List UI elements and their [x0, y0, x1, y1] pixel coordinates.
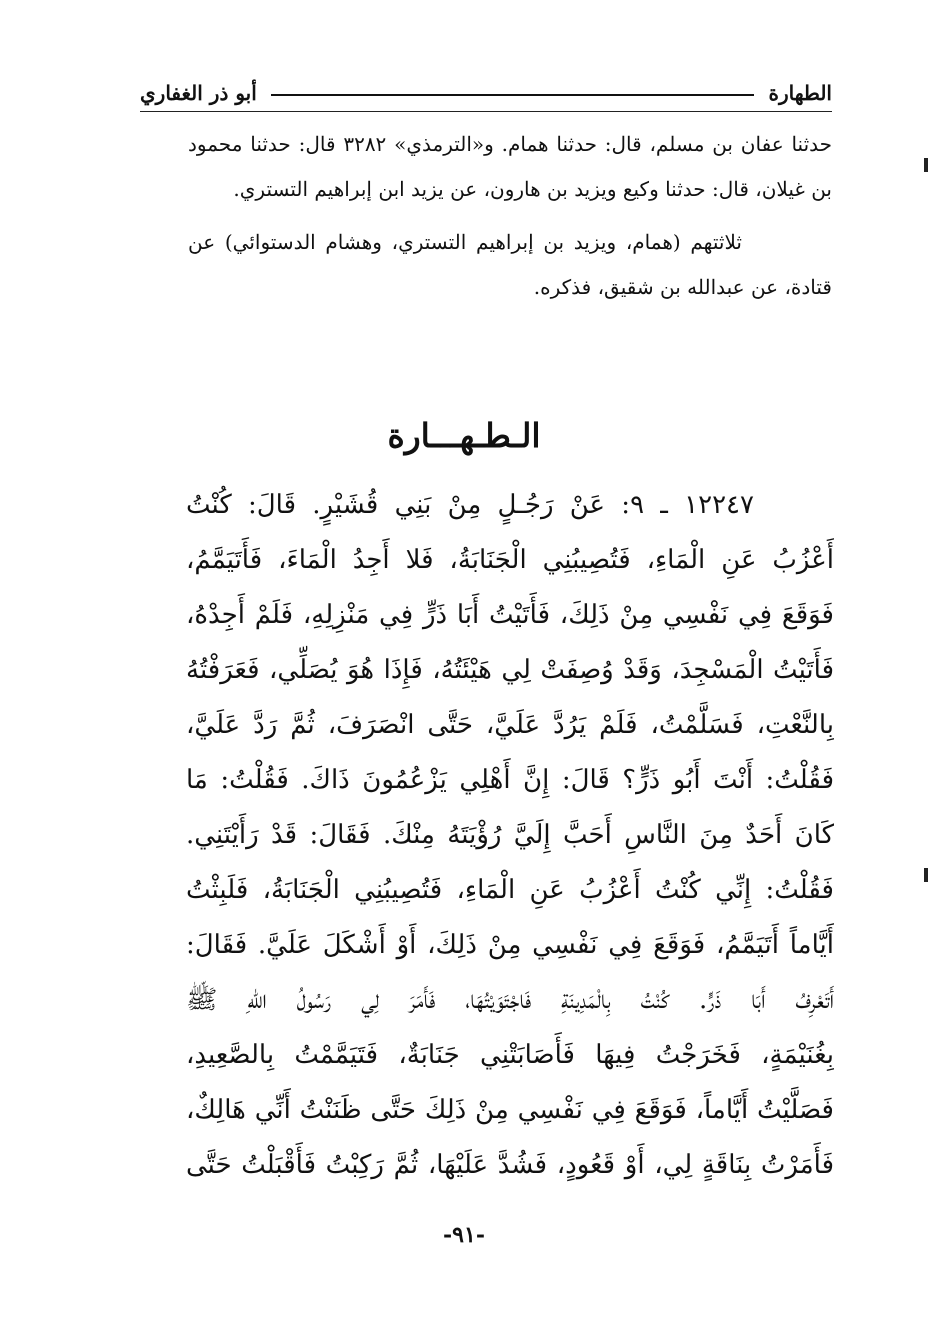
hadith-line: فَوَقَعَ فِي نَفْسِي مِنْ ذَلِكَ، فَأَتَيْتُ أَبَا ذَرٍّ فِي مَنْزِلِهِ، فَلَمْ أَجِدْهُ، [186, 600, 834, 630]
section-title: الـطـهـــارة [387, 416, 541, 455]
hadith-line: أَعْزُبُ عَنِ الْمَاءِ، فَتُصِيبُنِي الْجَنَابَةُ، فَلا أَجِدُ الْمَاءَ، فَأَتَيَمَّمُ، [186, 545, 834, 575]
hadith-line: بِغُنَيْمَةٍ، فَخَرَجْتُ فِيهَا فَأَصَابَتْنِي جَنَابَةٌ، فَتَيَمَّمْتُ بِالصَّعِيدِ، [186, 1040, 834, 1070]
hadith-line: فَأَتَيْتُ الْمَسْجِدَ، وَقَدْ وُصِفَتْ لِي هَيْئَتُهُ، فَإِذَا هُوَ يُصَلِّي، فَعَرَفْتُهُ [186, 655, 834, 685]
hadith-line: كَانَ أَحَدٌ مِنَ النَّاسِ أَحَبَّ إِلَيَّ رُؤْيَتَهُ مِنْكَ. فَقَالَ: قَدْ رَأَيْتَنِي. [186, 820, 834, 850]
page-number: -٩١- [443, 1222, 485, 1248]
hadith-text [186, 478, 834, 1193]
hadith-line: فَأَمَرْتُ بِنَاقَةٍ لِي، أَوْ قَعُودٍ، فَشُدَّ عَلَيْهَا، ثُمَّ رَكِبْتُ فَأَقْبَلْتُ حَتَّى [186, 1150, 834, 1180]
hadith-line: أَيَّاماً أَتَيَمَّمُ، فَوَقَعَ فِي نَفْسِي مِنْ ذَلِكَ، أَوْ أَشْكَلَ عَلَيَّ. فَقَالَ: [186, 930, 834, 960]
scan-edge-mark-bottom [924, 868, 928, 882]
header-companion-name: أبو ذر الغفاري [140, 81, 257, 105]
hadith-line: بِالنَّعْتِ، فَسَلَّمْتُ، فَلَمْ يَرُدَّ عَلَيَّ، حَتَّى انْصَرَفَ، ثُمَّ رَدَّ عَلَيَّ، [186, 710, 834, 740]
header-chapter-title: الطهارة [768, 81, 832, 105]
footnote-paragraph-1: حدثنا عفان بن مسلم، قال: حدثنا همام. و«الترمذي» ٣٢٨٢ قال: حدثنا محمود بن غيلان، قال: حدثنا وكيع ويزيد بن هارون، عن يزيد ابن إبراهيم التستري. [188, 132, 832, 201]
hadith-line: ١٢٢٤٧ ـ ٩: عَنْ رَجُـلٍ مِنْ بَنِي قُشَيْرٍ. قَالَ: كُنْتُ [186, 490, 754, 520]
footnote-paragraph-2: ثلاثتهم (همام، ويزيد بن إبراهيم التستري، وهشام الدستوائي) عن قتادة، عن عبدالله بن شقيق، فذكره. [188, 230, 832, 299]
hadith-line: أَتَعْرِفُ أَبَا ذَرٍّ. كُنْتُ بِالْمَدِينَةِ فَاجْتَوَيْتُهَا، فَأَمَرَ لِي رَسُولُ اللهِ ﷺ [186, 985, 834, 1015]
hadith-line: فَقُلْتُ: أَنْتَ أَبُو ذَرٍّ؟ قَالَ: إِنَّ أَهْلِي يَزْعُمُونَ ذَاكَ. فَقُلْتُ: مَا [186, 765, 834, 795]
header-rule [271, 94, 755, 96]
hadith-line: فَقُلْتُ: إِنِّي كُنْتُ أَعْزُبُ عَنِ الْمَاءِ، فَتُصِيبُنِي الْجَنَابَةُ، فَلَبِثْتُ [186, 875, 834, 905]
running-header [140, 76, 832, 110]
hadith-line: فَصَلَّيْتُ أَيَّاماً، فَوَقَعَ فِي نَفْسِي مِنْ ذَلِكَ حَتَّى ظَنَنْتُ أَنِّي هَالِكٌ، [186, 1095, 834, 1125]
scan-edge-mark-top [924, 158, 928, 172]
header-divider [140, 111, 832, 112]
footnote-block [188, 122, 832, 310]
